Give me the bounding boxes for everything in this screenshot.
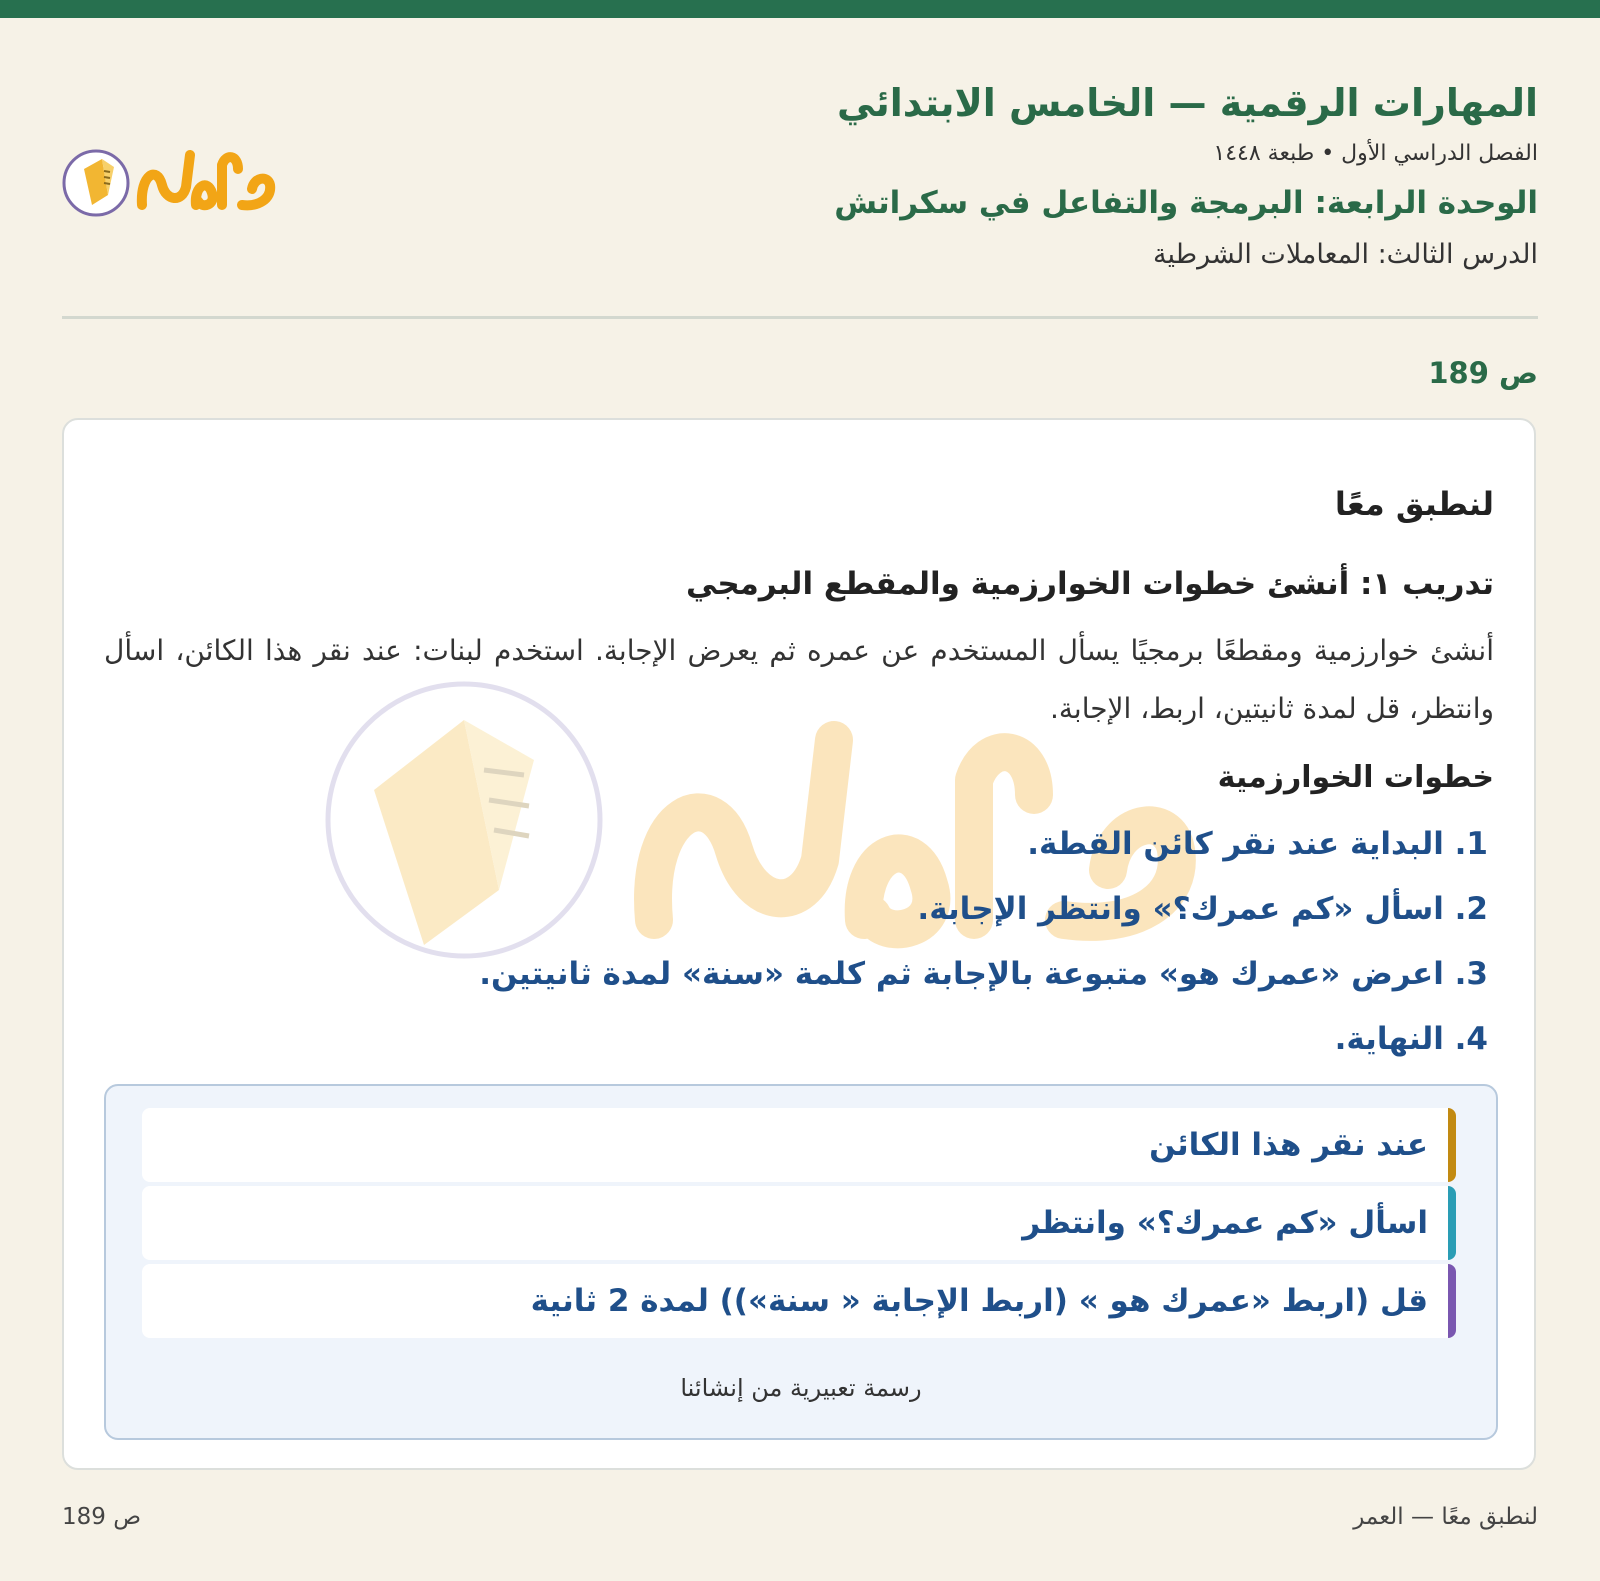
algorithm-heading: خطوات الخوارزمية	[1217, 760, 1494, 795]
hulul-logo	[62, 135, 282, 225]
algorithm-step: 2. اسأل «كم عمرك؟» وانتظر الإجابة.	[917, 891, 1488, 927]
page-header	[62, 40, 1538, 318]
exercise-title: تدريب ١: أنشئ خطوات الخوارزمية والمقطع البرمجي	[685, 566, 1494, 602]
algorithm-step: 3. اعرض «عمرك هو» متبوعة بالإجابة ثم كلمة «سنة» لمدة ثانيتين.	[479, 956, 1488, 992]
algorithm-steps	[104, 812, 1494, 1072]
footer-section-title: لنطبق معًا — العمر	[1353, 1504, 1538, 1530]
scratch-blocks-panel	[104, 1084, 1498, 1440]
block-label: اسأل «كم عمرك؟» وانتظر	[1022, 1205, 1428, 1241]
page-number-label: ص 189	[1428, 356, 1538, 390]
illustration-caption: رسمة تعبيرية من إنشائنا	[680, 1374, 922, 1402]
top-accent-bar	[0, 0, 1600, 18]
unit-title: الوحدة الرابعة: البرمجة والتفاعل في سكراتش	[834, 185, 1538, 221]
algorithm-step: 1. البداية عند نقر كائن القطة.	[1027, 826, 1488, 862]
exercise-description: أنشئ خوارزمية ومقطعًا برمجيًا يسأل المستخدم عن عمره ثم يعرض الإجابة. استخدم لبنات: عند نقر هذا الكائن، اسأل وانتظر، قل لمدة ثانيتين، اربط، الإجابة.	[104, 634, 1494, 725]
block-color-bar	[1448, 1186, 1456, 1260]
block-color-bar	[1448, 1264, 1456, 1338]
footer-page-number: ص 189	[62, 1504, 142, 1530]
block-label: قل (اربط «عمرك هو » (اربط الإجابة « سنة»)) لمدة 2 ثانية	[530, 1283, 1428, 1319]
lesson-title: الدرس الثالث: المعاملات الشرطية	[1153, 239, 1538, 270]
book-title: المهارات الرقمية — الخامس الابتدائي	[837, 81, 1538, 125]
block-color-bar	[1448, 1108, 1456, 1182]
exercise-card	[62, 418, 1536, 1470]
algorithm-step: 4. النهاية.	[1334, 1021, 1488, 1057]
header-divider	[62, 316, 1538, 319]
term-edition: الفصل الدراسي الأول • طبعة ١٤٤٨	[1213, 141, 1538, 166]
scratch-block-when-clicked	[142, 1108, 1456, 1182]
section-heading: لنطبق معًا	[1334, 485, 1494, 523]
scratch-block-say-for-secs	[142, 1264, 1456, 1338]
scratch-block-ask-wait	[142, 1186, 1456, 1260]
block-label: عند نقر هذا الكائن	[1149, 1127, 1428, 1163]
